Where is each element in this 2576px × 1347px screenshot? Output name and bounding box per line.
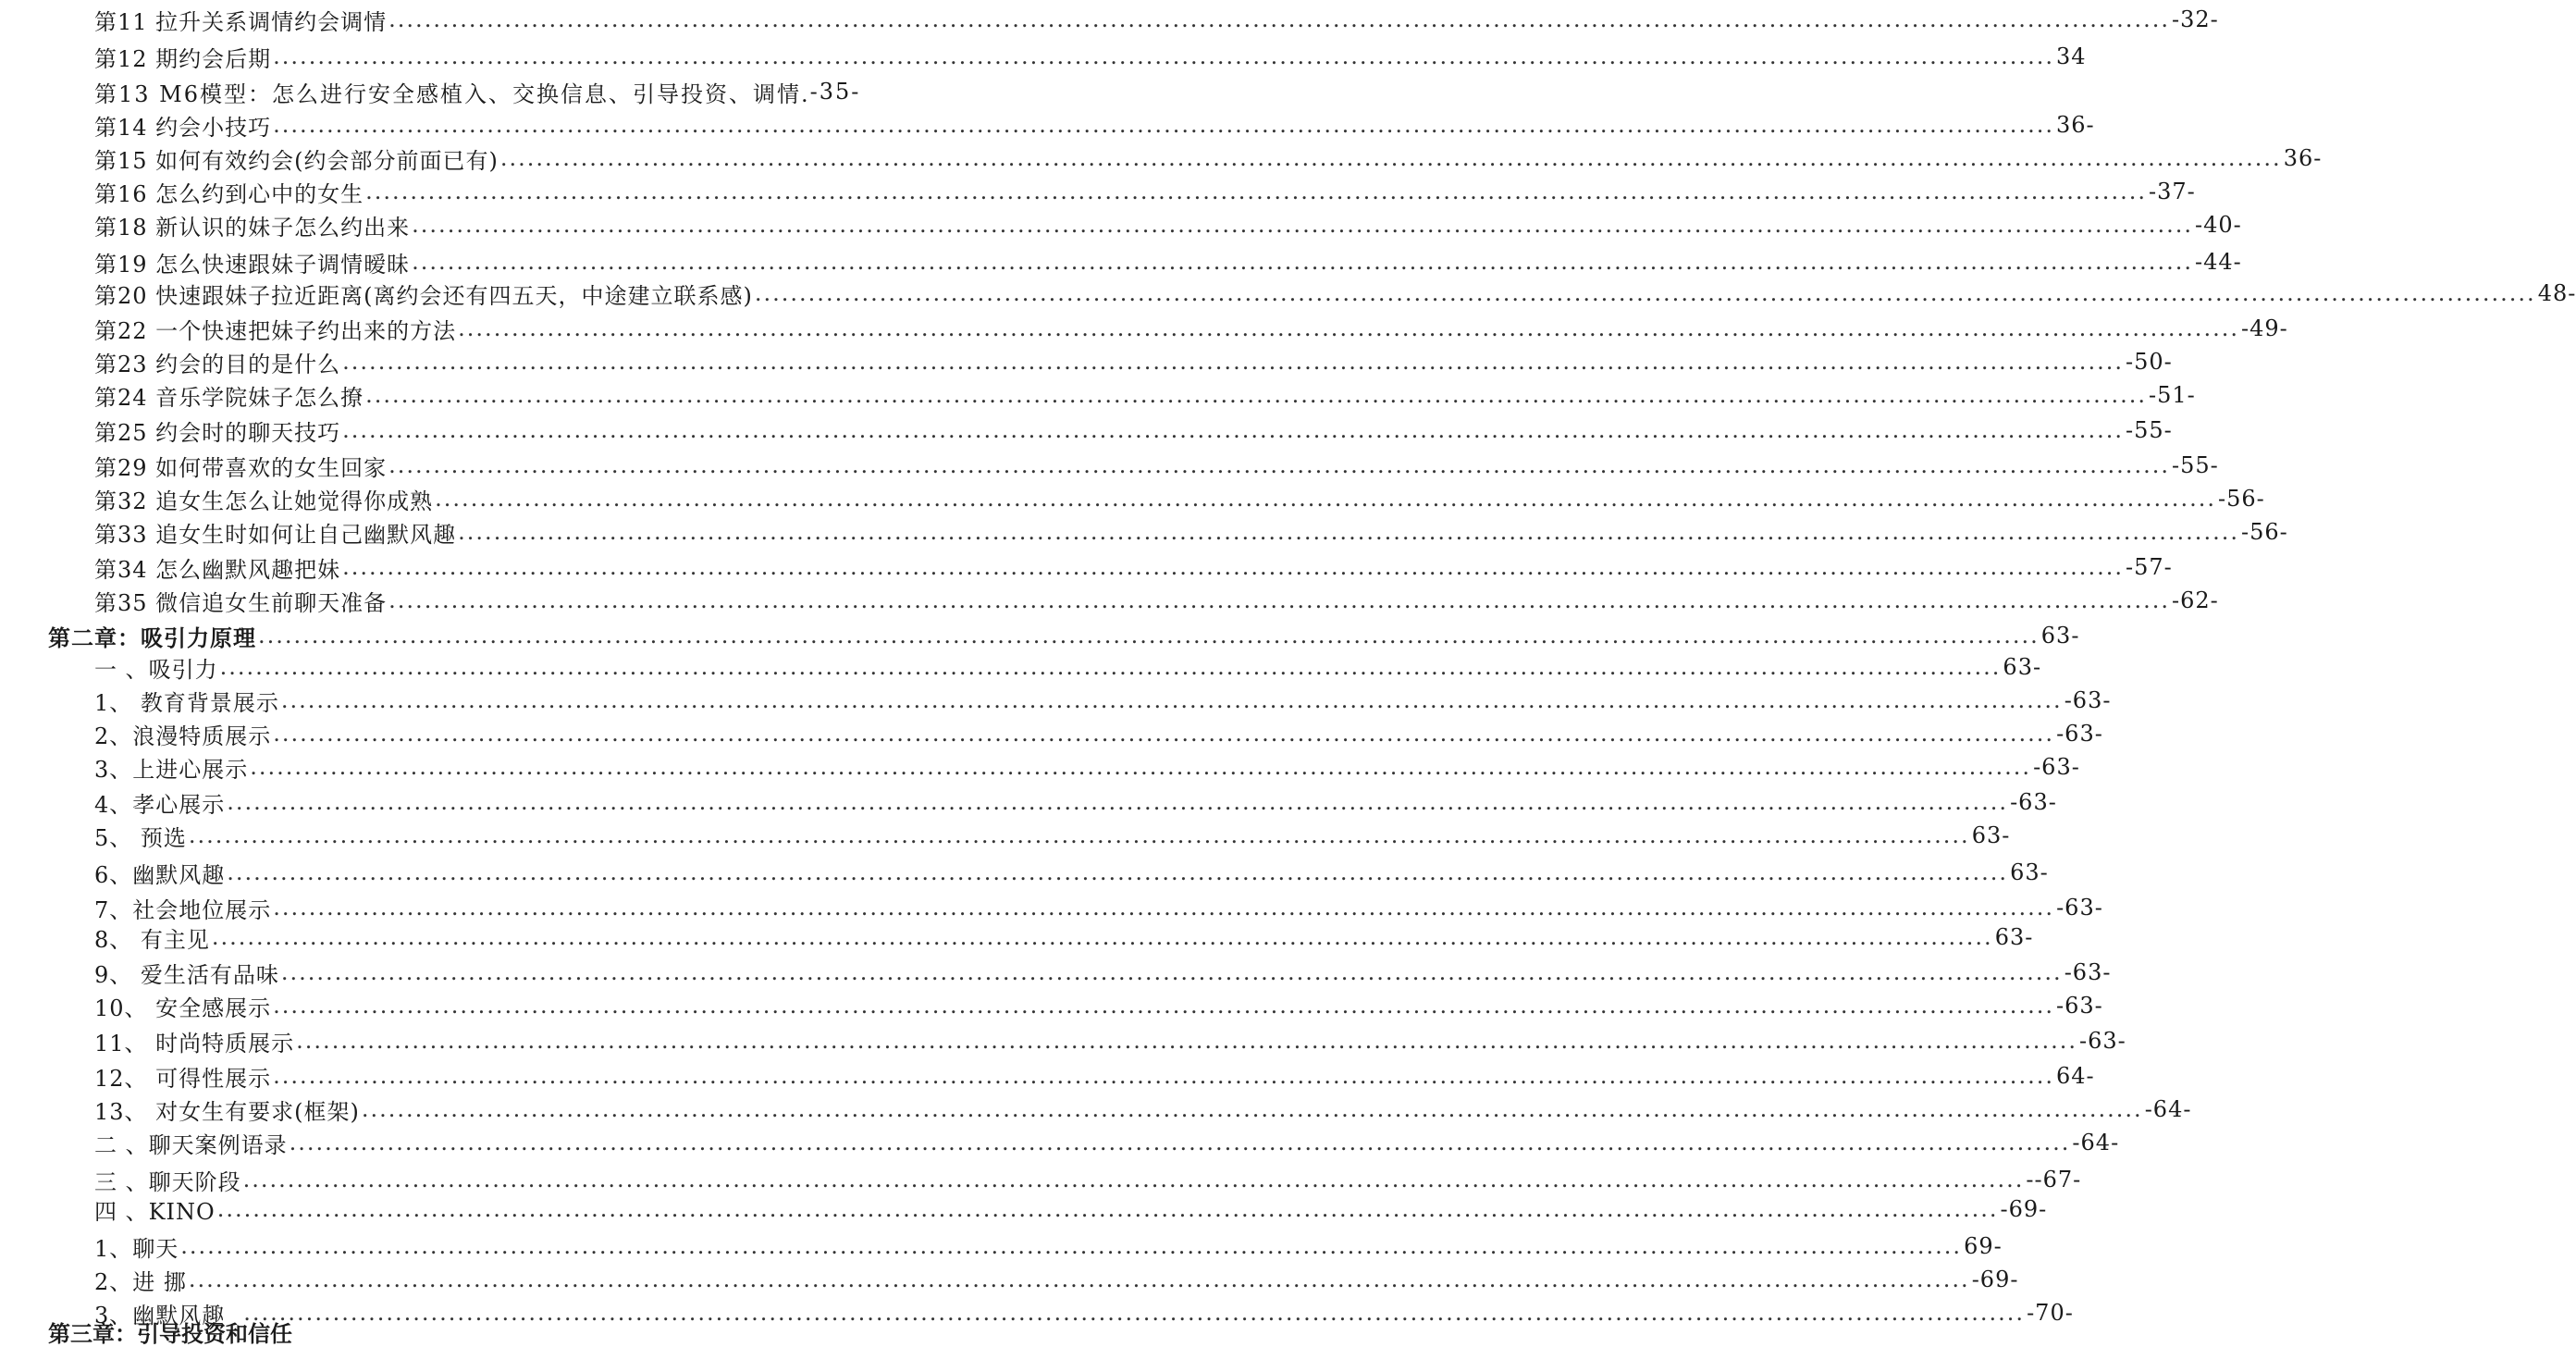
toc-entry-title: 三 、聊天阶段 [94, 1168, 241, 1195]
toc-leader-dots [273, 112, 2054, 138]
toc-entry-page: -69- [1971, 1267, 2019, 1292]
toc-entry-page: 69- [1964, 1233, 2003, 1259]
toc-entry [94, 857, 2049, 888]
toc-entry [94, 685, 2112, 716]
toc-entry [94, 1193, 2048, 1225]
toc-leader-dots [189, 1267, 1970, 1292]
toc-leader-dots [388, 6, 2170, 32]
toc-entry-title: 3、上进心展示 [94, 756, 249, 783]
toc-entry-page: 63- [1994, 924, 2034, 950]
toc-entry-page: -64- [2072, 1130, 2120, 1155]
toc-leader-dots [342, 417, 2124, 443]
toc-entry-page: 63- [1971, 822, 2011, 848]
toc-entry [94, 1127, 2120, 1158]
toc-entry-title: 第16 怎么约到心中的女生 [94, 180, 364, 207]
toc-leader-dots [227, 859, 2008, 885]
toc-entry [94, 41, 2087, 72]
toc-leader-dots [212, 924, 1993, 950]
toc-entry [94, 516, 2288, 548]
toc-entry-page: -56- [2240, 519, 2288, 545]
toc-leader-dots [755, 280, 2536, 306]
toc-entry-title: 7、社会地位展示 [94, 896, 272, 923]
cut-off-chapter-heading [48, 1321, 344, 1347]
toc-leader-dots [273, 993, 2054, 1019]
toc-entry-title: 第32 追女生怎么让她觉得你成熟 [94, 488, 434, 514]
toc-entry-title: 第22 一个快速把妹子约出来的方法 [94, 317, 457, 344]
toc-leader-dots [273, 721, 2054, 747]
toc-leader-dots [365, 179, 2147, 204]
toc-leader-dots [273, 43, 2054, 69]
toc-entry [94, 109, 2095, 141]
toc-entry-page: -70- [2027, 1300, 2074, 1326]
toc-entry-title: 6、幽默风趣 [94, 861, 226, 888]
toc-entry [94, 651, 2042, 683]
toc-entry-title: 二 、聊天案例语录 [94, 1131, 288, 1158]
toc-entry-title: 2、进 挪 [94, 1268, 187, 1295]
toc-entry [94, 278, 2576, 309]
toc-entry-title: 第15 如何有效约会(约会部分前面已有) [94, 147, 499, 174]
toc-entry-title: 2、浪漫特质展示 [94, 723, 272, 749]
toc-entry-title: 3、幽默风趣 [94, 1302, 226, 1328]
toc-leader-dots [243, 1167, 2025, 1193]
toc-entry-page: -49- [2240, 315, 2288, 341]
toc-entry-title: 第24 音乐学院妹子怎么撩 [94, 384, 364, 411]
toc-entry-page: -63- [2064, 687, 2112, 713]
toc-entry-page: 63- [2003, 654, 2042, 680]
toc-entry [94, 957, 2112, 988]
toc-entry [94, 209, 2242, 241]
toc-entry-page: -57- [2125, 554, 2173, 580]
toc-entry [94, 1264, 2019, 1295]
toc-entry-title: 8、 有主见 [94, 926, 210, 953]
toc-entry-page: 36- [2055, 112, 2095, 138]
toc-entry-title: 一 、吸引力 [94, 656, 218, 683]
toc-entry-page: -63- [2056, 895, 2103, 921]
toc-entry-page: 34 [2055, 43, 2087, 69]
toc-entry [94, 379, 2196, 411]
toc-entry-title: 第33 追女生时如何让自己幽默风趣 [94, 521, 457, 548]
toc-entry-title: 5、 预选 [94, 824, 187, 851]
toc-entry-page: -37- [2148, 179, 2196, 204]
toc-entry-title: 10、 安全感展示 [94, 995, 272, 1021]
toc-leader-dots [500, 145, 2282, 171]
toc-entry-page: -56- [2217, 486, 2265, 512]
toc-leader-dots [180, 1233, 1962, 1259]
toc-entry-title: 第18 新认识的妹子怎么约出来 [94, 214, 411, 241]
toc-leader-dots [189, 822, 1970, 848]
toc-leader-dots [227, 789, 2008, 815]
toc-leader-dots [273, 1063, 2054, 1089]
toc-leader-dots [296, 1028, 2077, 1054]
toc-entry [94, 176, 2196, 207]
toc-leader-dots [388, 587, 2170, 613]
toc-entry-title: 第11 拉升关系调情约会调情 [94, 8, 388, 35]
toc-entry-title: 1、聊天 [94, 1235, 179, 1262]
toc-entry-page: 48- [2537, 280, 2576, 306]
toc-entry-page: -63- [2010, 789, 2057, 815]
toc-entry-page: -44- [2194, 249, 2242, 275]
cut-off-chapter-text: 第三章：引导投资和信任 [48, 1321, 292, 1347]
toc-entry-page: -64- [2144, 1096, 2192, 1122]
toc-entry-page: -50- [2125, 349, 2173, 375]
toc-entry-page: -55- [2125, 417, 2173, 443]
toc-leader-dots [258, 623, 2040, 649]
toc-entry-page: -40- [2194, 212, 2242, 238]
toc-entry-page: -63- [2064, 959, 2112, 985]
toc-chapter-heading [48, 620, 2080, 651]
toc-entry [94, 990, 2103, 1021]
toc-entry-page: 36- [2283, 145, 2323, 171]
toc-entry-page: -63- [2055, 993, 2103, 1019]
toc-chapter-title: 第二章：吸引力原理 [48, 624, 256, 651]
toc-entry [94, 786, 2057, 818]
toc-leader-dots [217, 1196, 1999, 1222]
toc-leader-dots [412, 212, 2193, 238]
toc-leader-dots [365, 382, 2147, 408]
toc-leader-dots [435, 486, 2216, 512]
toc-leader-dots [388, 452, 2170, 478]
toc-leader-dots [342, 349, 2124, 375]
toc-entry [94, 551, 2173, 583]
toc-leader-dots [290, 1130, 2071, 1155]
toc-entry [94, 1094, 2192, 1125]
toc-entry-title: 13、 对女生有要求(框架) [94, 1098, 360, 1125]
toc-entry-page: -63- [2033, 754, 2080, 780]
toc-leader-dots [342, 554, 2124, 580]
toc-entry-title: 第25 约会时的聊天技巧 [94, 419, 341, 446]
toc-entry-page: -35- [809, 79, 861, 105]
toc-entry-page: -55- [2171, 452, 2219, 478]
toc-leader-dots [243, 1300, 2025, 1326]
toc-entry [94, 585, 2219, 616]
toc-leader-dots [458, 519, 2239, 545]
toc-entry-title: 第23 约会的目的是什么 [94, 351, 341, 377]
toc-entry-page: -51- [2148, 382, 2196, 408]
toc-leader-dots [281, 687, 2063, 713]
toc-entry-title: 1、 教育背景展示 [94, 689, 279, 716]
toc-entry-title: 4、孝心展示 [94, 791, 226, 818]
toc-entry-title: 第35 微信追女生前聊天准备 [94, 589, 388, 616]
toc-leader-dots [250, 754, 2031, 780]
toc-entry [94, 1060, 2095, 1092]
toc-entry [94, 142, 2323, 174]
toc-entry [94, 751, 2080, 783]
toc-leader-dots [458, 315, 2239, 341]
toc-entry-title: 第29 如何带喜欢的女生回家 [94, 454, 388, 481]
toc-leader-dots [220, 654, 2002, 680]
toc-entry [94, 483, 2265, 514]
toc-entry-page: 63- [2040, 623, 2080, 649]
toc-entry [94, 1230, 2003, 1262]
toc-entry-title: 第20 快速跟妹子拉近距离(离约会还有四五天，中途建立联系感) [94, 282, 753, 309]
toc-entry [94, 450, 2219, 481]
toc-entry-title: 第14 约会小技巧 [94, 114, 272, 141]
toc-entry [94, 921, 2034, 953]
toc-entry-title: 12、 可得性展示 [94, 1065, 272, 1092]
toc-entry-page: 64- [2055, 1063, 2095, 1089]
toc-leader-dots [281, 959, 2063, 985]
toc-entry-title: 第12 期约会后期 [94, 45, 272, 72]
toc-entry-page: -63- [2056, 721, 2103, 747]
toc-leader-dots [362, 1096, 2143, 1122]
toc-entry [94, 346, 2173, 377]
toc-entry-page: --67- [2026, 1167, 2082, 1193]
toc-entry-page: -63- [2078, 1028, 2126, 1054]
toc-leader-dots [273, 895, 2054, 921]
toc-entry [94, 718, 2103, 749]
toc-entry-page: -69- [2000, 1196, 2048, 1222]
toc-entry [94, 820, 2011, 851]
toc-entry [94, 892, 2103, 923]
toc-entry-page: 63- [2010, 859, 2049, 885]
toc-entry-title: 第19 怎么快速跟妹子调情暧昧 [94, 251, 411, 278]
toc-entry-title: 第34 怎么幽默风趣把妹 [94, 556, 341, 583]
toc-entry-title: 第13 M6模型：怎么进行安全感植入、交换信息、引导投资、调情. [94, 80, 810, 107]
toc-entry-title: 11、 时尚特质展示 [94, 1030, 295, 1057]
toc-entry [94, 76, 955, 107]
toc-entry [94, 4, 2219, 35]
toc-entry-page: -32- [2171, 6, 2219, 32]
toc-entry-page: -62- [2171, 587, 2219, 613]
toc-entry [94, 414, 2173, 446]
toc-entry-title: 四 、KINO [94, 1198, 216, 1225]
toc-leader-dots [412, 249, 2193, 275]
toc-entry [94, 1025, 2126, 1057]
toc-entry [94, 246, 2242, 278]
toc-entry-title: 9、 爱生活有品味 [94, 961, 279, 988]
toc-entry [94, 313, 2288, 344]
toc-entry [94, 1164, 2082, 1195]
